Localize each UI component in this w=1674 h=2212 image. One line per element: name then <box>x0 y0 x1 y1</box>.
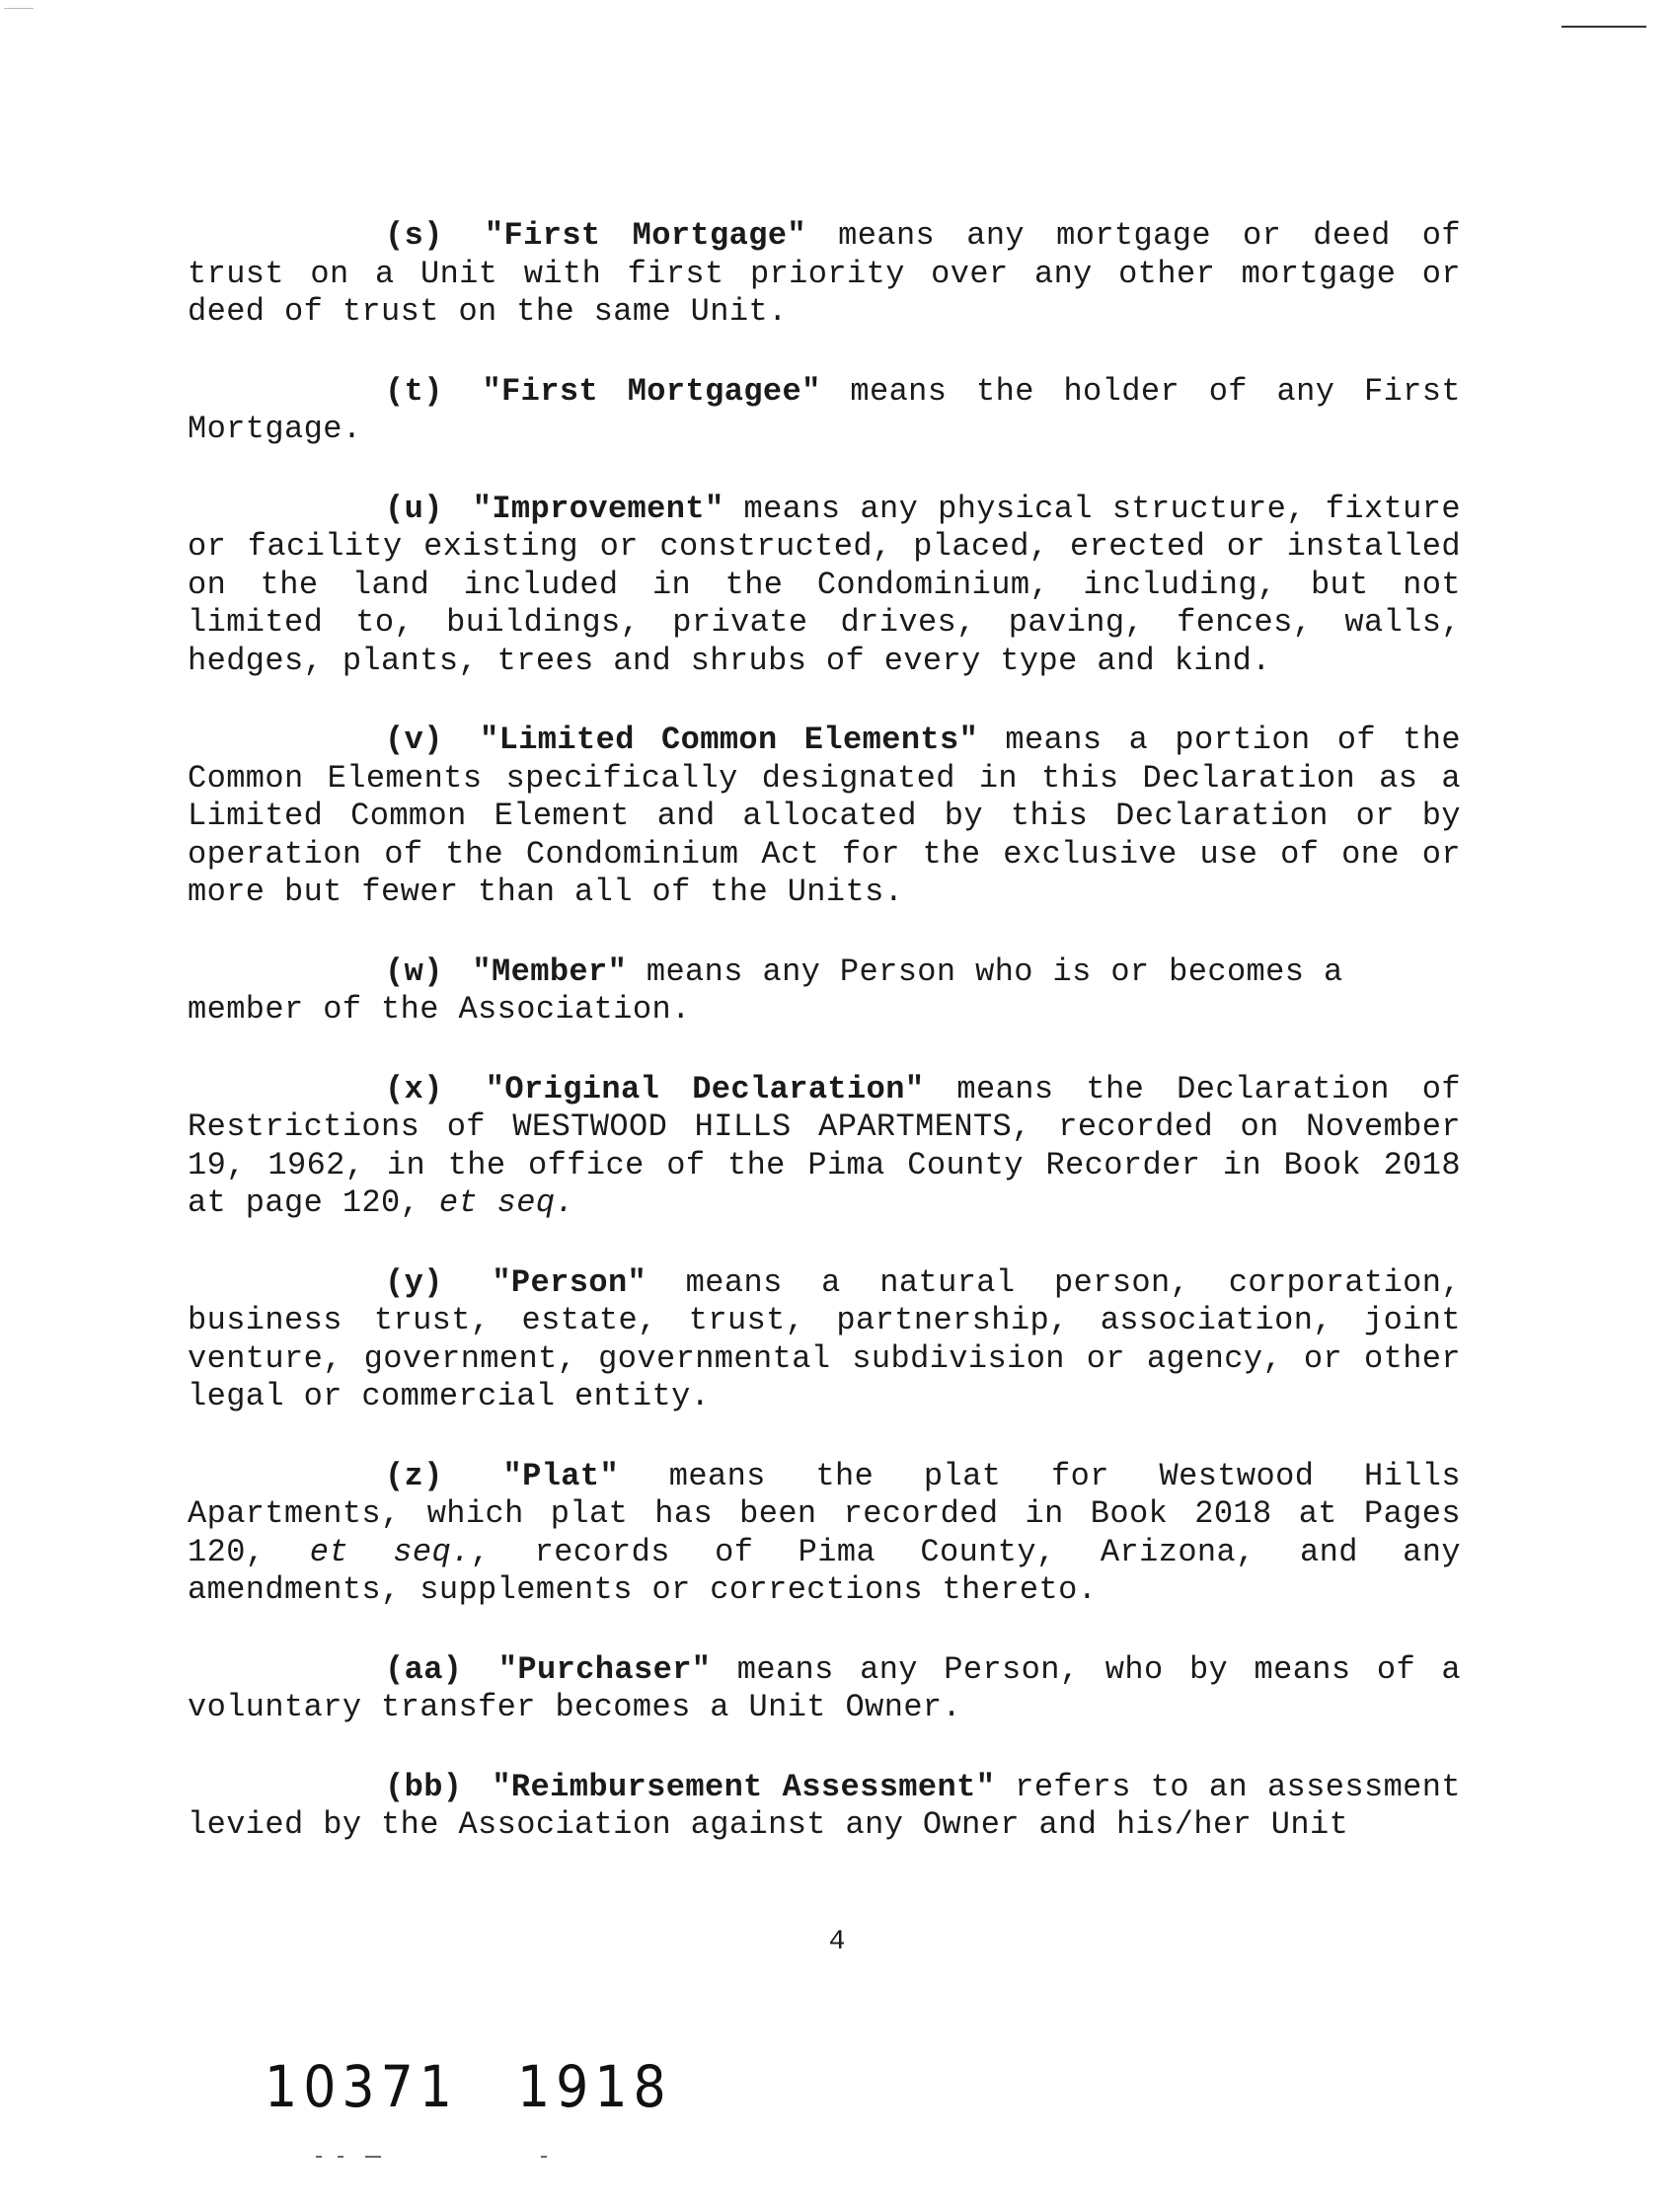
definitions-section <box>188 217 1461 1886</box>
definition-label: (bb) <box>385 1768 463 1805</box>
definition-label: (z) <box>385 1457 443 1494</box>
definition-label: (y) <box>385 1263 443 1301</box>
recording-page-number: 1918 <box>516 2053 672 2120</box>
definition-text: means a natural person, corporation, business trust, estate, trust, partnership, association, joint venture, government, governmental subdivision or agency, or other legal or commercial entity. <box>188 1263 1461 1414</box>
definition-term: "Plat" <box>502 1457 620 1494</box>
definition-text: means a portion of the Common Elements specifically designated in this Declaration as a Limited Common Element and allocated by this Declaration or by operation of the Condominium Act for the exclusive use of one or more but fewer than all of the Units. <box>188 722 1461 910</box>
definition-plat <box>188 1458 1461 1610</box>
scan-tick-marks <box>316 2156 553 2160</box>
definition-label: (v) <box>385 722 443 758</box>
definition-label: (s) <box>385 217 443 254</box>
definition-text: means the holder of any First Mortgage. <box>188 372 1461 447</box>
definition-text: means any Person, who by means of a voluntary transfer becomes a Unit Owner. <box>188 1650 1461 1725</box>
definition-text: means any mortgage or deed of trust on a Unit with first priority over any other mortgage or deed of trust on the same Unit. <box>188 217 1462 330</box>
recording-docket-number: 10371 <box>265 2053 458 2120</box>
definition-text: means the plat for Westwood Hills Apartments, which plat has been recorded in Book 2018 at Pages 120, <box>188 1457 1461 1570</box>
recording-stamp <box>265 2053 672 2120</box>
definition-term: "Reimbursement Assessment" <box>492 1768 996 1805</box>
definition-text: means the Declaration of Restrictions of WESTWOOD HILLS APARTMENTS, recorded on November 19, 1962, in the office of the Pima County Recorder in Book 2018 at page 120, <box>188 1070 1461 1221</box>
definition-term: "Member" <box>472 953 628 990</box>
definition-term: "Original Declaration" <box>485 1070 925 1107</box>
definition-original-declaration <box>188 1071 1461 1223</box>
definition-improvement <box>188 491 1461 681</box>
scan-speck <box>4 8 34 9</box>
definition-person <box>188 1264 1461 1416</box>
definition-label: (t) <box>385 372 443 410</box>
definition-term: "Purchaser" <box>497 1650 712 1688</box>
definition-label: (x) <box>385 1070 443 1107</box>
definition-term: "First Mortgagee" <box>482 372 821 410</box>
definition-first-mortgagee <box>188 373 1461 449</box>
definition-term: "First Mortgage" <box>484 217 807 254</box>
definition-label: (aa) <box>385 1650 463 1688</box>
definition-term: "Improvement" <box>472 490 724 527</box>
definition-text: means any physical structure, fixture or facility existing or constructed, placed, erected or installed on the land included in the Condominium, including, but not limited to, buildings, private drives, paving, fences, walls, hedges, plants, trees and shrubs of every type and kind. <box>188 490 1461 679</box>
definition-first-mortgage <box>188 217 1461 332</box>
definition-purchaser <box>188 1651 1461 1727</box>
scan-corner-mark <box>1561 26 1646 28</box>
page-number: 4 <box>828 1927 846 1957</box>
definition-limited-common-elements <box>188 722 1461 912</box>
definition-term: "Limited Common Elements" <box>480 722 979 758</box>
definition-italic-text: et seq. <box>309 1533 471 1570</box>
definition-member <box>188 953 1461 1030</box>
definition-text-after: , records of Pima County, Arizona, and any amendments, supplements or corrections thereto. <box>188 1533 1461 1608</box>
definition-label: (u) <box>385 490 443 527</box>
definition-italic-text: et seq. <box>438 1184 575 1221</box>
definition-text: means any Person who is or becomes a member of the Association. <box>188 953 1343 1028</box>
definition-term: "Person" <box>492 1263 647 1301</box>
definition-reimbursement-assessment <box>188 1769 1461 1845</box>
definition-text: refers to an assessment levied by the Association against any Owner and his/her Unit <box>188 1768 1461 1843</box>
definition-label: (w) <box>385 953 443 990</box>
